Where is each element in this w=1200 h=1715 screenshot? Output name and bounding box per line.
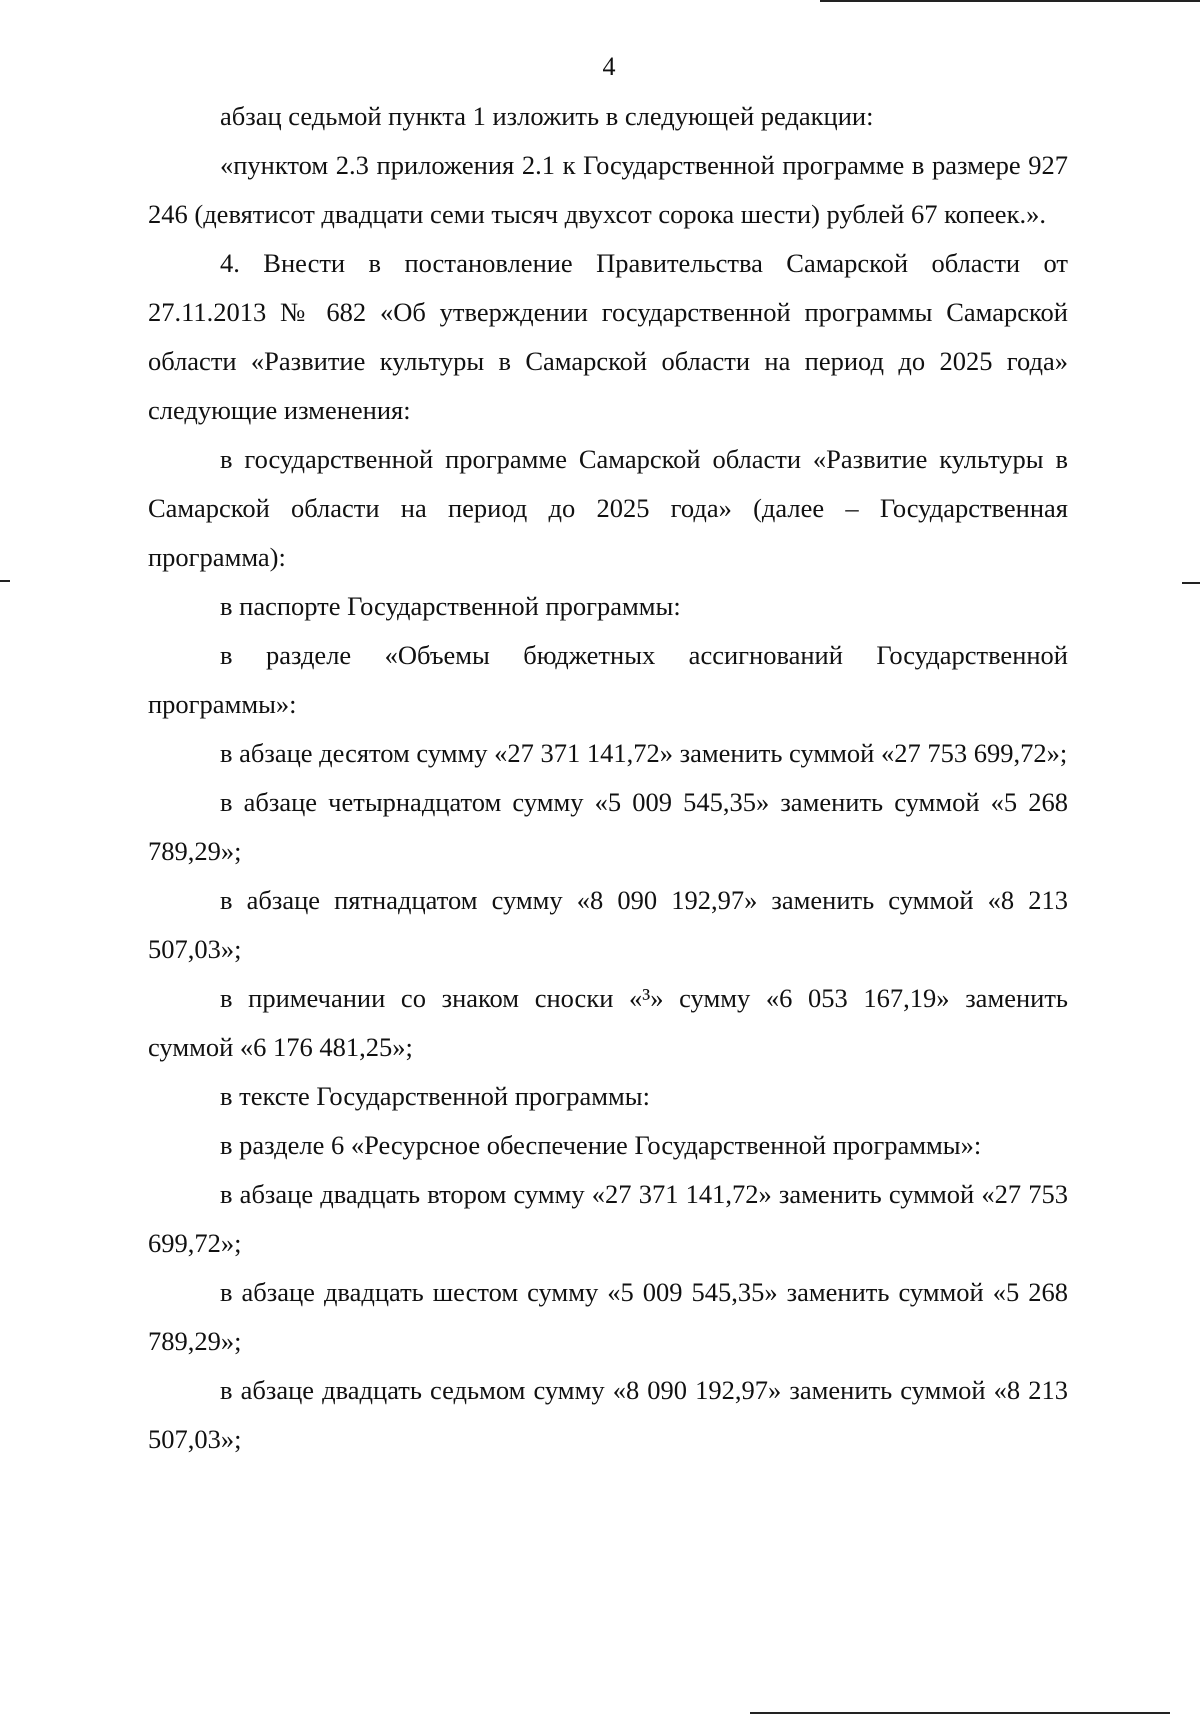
paragraph: в абзаце двадцать седьмом сумму «8 090 192,97» заменить суммой «8 213 507,03»; — [148, 1375, 1068, 1454]
paragraph: в абзаце двадцать втором сумму «27 371 141,72» заменить суммой «27 753 699,72»; — [148, 1179, 1068, 1258]
paragraph: в абзаце двадцать шестом сумму «5 009 545,35» заменить суммой «5 268 789,29»; — [148, 1277, 1068, 1356]
page-number: 4 — [602, 52, 616, 81]
paragraph: в разделе «Объемы бюджетных ассигнований Государственной программы»: — [148, 640, 1068, 719]
paragraph: в примечании со знаком сноски «³» сумму «6 053 167,19» заменить суммой «6 176 481,25»; — [148, 983, 1068, 1062]
scan-mark-right — [1182, 582, 1200, 584]
scan-edge-bottom — [750, 1712, 1170, 1714]
paragraph: в абзаце четырнадцатом сумму «5 009 545,35» заменить суммой «5 268 789,29»; — [148, 787, 1068, 866]
paragraph: в абзаце пятнадцатом сумму «8 090 192,97» заменить суммой «8 213 507,03»; — [148, 885, 1068, 964]
scan-mark-left — [0, 580, 10, 582]
paragraph: в тексте Государственной программы: — [220, 1081, 650, 1111]
paragraph: «пунктом 2.3 приложения 2.1 к Государственной программе в размере 927 246 (девятисот двадцати семи тысяч двухсот сорока шести) рублей 67 копеек.». — [148, 150, 1068, 229]
paragraph: 4. Внести в постановление Правительства Самарской области от 27.11.2013 № 682 «Об утверждении государственной программы Самарской области «Развитие культуры в Самарской области на период до 2025 года» следующие изменения: — [148, 248, 1068, 425]
scan-edge-top — [820, 0, 1200, 2]
paragraph: в абзаце десятом сумму «27 371 141,72» заменить суммой «27 753 699,72»; — [220, 738, 1068, 768]
paragraph: в паспорте Государственной программы: — [220, 591, 681, 621]
document-body — [148, 92, 1068, 1464]
paragraph: в государственной программе Самарской области «Развитие культуры в Самарской области на период до 2025 года» (далее – Государственная программа): — [148, 444, 1068, 572]
paragraph: в разделе 6 «Ресурсное обеспечение Государственной программы»: — [220, 1130, 982, 1160]
paragraph: абзац седьмой пункта 1 изложить в следующей редакции: — [220, 101, 874, 131]
